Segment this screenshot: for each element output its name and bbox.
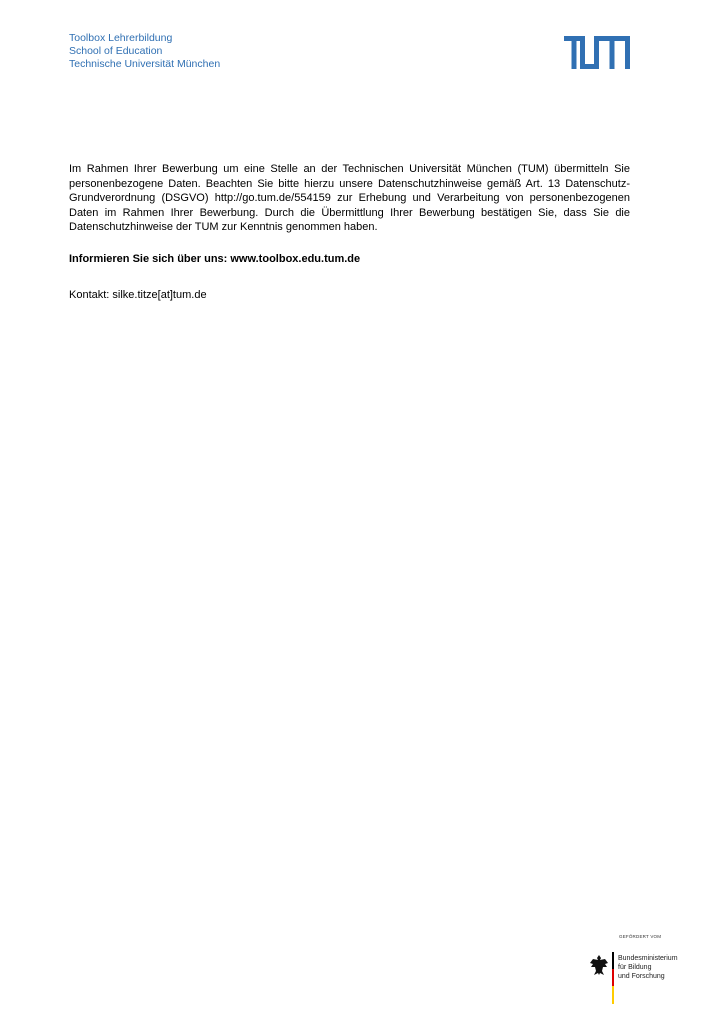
ministry-line-1: Bundesministerium — [618, 955, 678, 962]
bmbf-funding-logo — [588, 934, 698, 1006]
ministry-name — [618, 954, 678, 981]
federal-eagle-icon — [589, 954, 609, 976]
ministry-line-3: und Forschung — [618, 973, 665, 980]
ministry-line-2: für Bildung — [618, 964, 652, 971]
header-text-block — [69, 32, 220, 71]
tum-logo — [564, 36, 630, 69]
contact-line: Kontakt: silke.titze[at]tum.de — [69, 289, 207, 301]
header-line-toolbox: Toolbox Lehrerbildung — [69, 32, 173, 44]
german-flag-bar — [612, 952, 614, 1004]
privacy-paragraph: Im Rahmen Ihrer Bewerbung um eine Stelle an der Technischen Universität München (TUM) übermitteln Sie personenbezogene Daten. Beachten Sie bitte hierzu unsere Datenschutzhinweise gemäß Art. 13 Datenschutz-Grundverordnung (DSGVO) http://go.tum.de/554159 zur Erhebung und Verarbeitung von personenbezogenen Daten im Rahmen Ihrer Bewerbung. Durch die Übermittlung Ihrer Bewerbung bestätigen Sie, dass Sie die Datenschutzhinweise der TUM zur Kenntnis genommen haben. — [69, 163, 630, 234]
header-line-school: School of Education — [69, 45, 163, 57]
header-line-university: Technische Universität München — [69, 58, 221, 70]
funded-by-label: GEFÖRDERT VOM — [619, 934, 662, 939]
info-website-line: Informieren Sie sich über uns: www.toolbox.edu.tum.de — [69, 253, 361, 265]
